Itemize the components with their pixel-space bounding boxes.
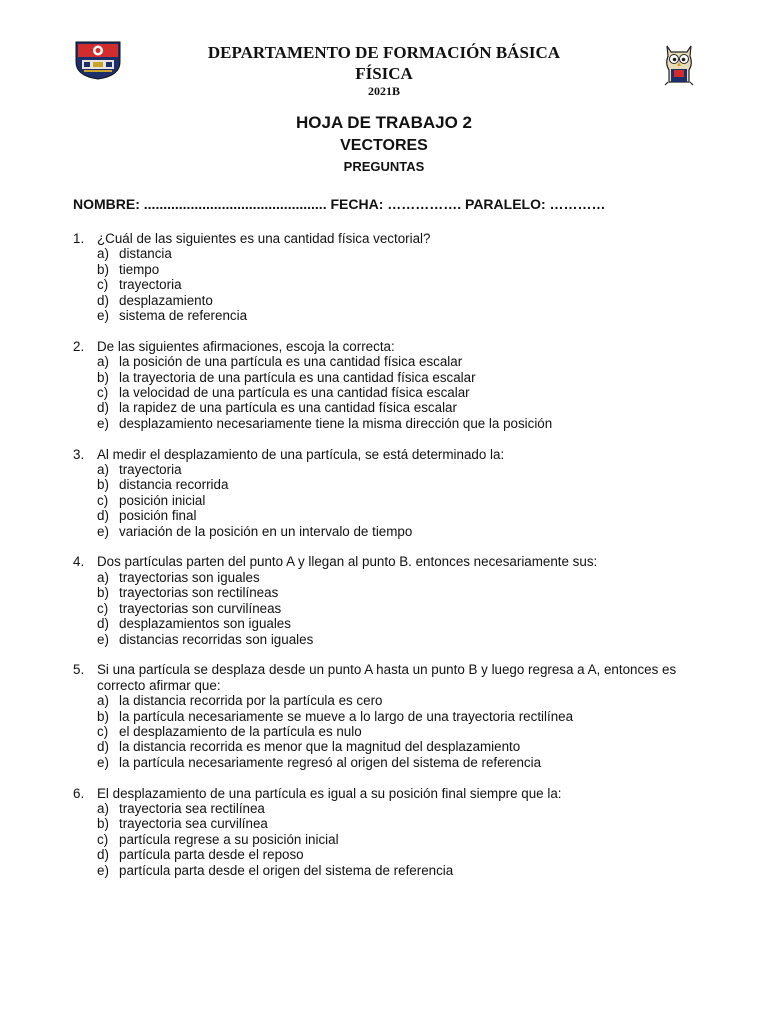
answer-option: [73, 524, 713, 539]
option-letter: b): [97, 369, 109, 385]
student-info-line: NOMBRE: ............................................... FECHA: ……………. PARALELO: …………: [73, 196, 606, 212]
subject-name: FÍSICA: [355, 64, 413, 83]
answer-option: [73, 585, 713, 600]
question-text: Dos partículas parten del punto A y llegan al punto B. entonces necesariamente sus:: [97, 554, 598, 570]
option-letter: a): [97, 569, 109, 585]
answer-option: [73, 354, 713, 369]
answer-option: [73, 370, 713, 385]
option-text: sistema de referencia: [119, 308, 248, 324]
question-item: [73, 339, 713, 431]
option-letter: e): [97, 631, 109, 647]
option-text: distancia recorrida: [119, 477, 229, 493]
answer-option: [73, 801, 713, 816]
answer-option: [73, 616, 713, 631]
answer-option: [73, 385, 713, 400]
answer-option: [73, 508, 713, 523]
answer-option: [73, 816, 713, 831]
option-letter: d): [97, 739, 109, 755]
answer-option: [73, 416, 713, 431]
option-text: partícula parta desde el reposo: [119, 847, 304, 863]
option-letter: b): [97, 708, 109, 724]
option-text: distancia: [119, 246, 172, 262]
answer-option: [73, 493, 713, 508]
answer-option: [73, 755, 713, 770]
option-letter: c): [97, 831, 109, 847]
option-letter: c): [97, 492, 109, 508]
question-item: [73, 231, 713, 323]
option-text: la velocidad de una partícula es una cantidad física escalar: [119, 385, 470, 401]
question-number: 5.: [73, 662, 85, 678]
question-number: 2.: [73, 338, 85, 354]
option-text: la posición de una partícula es una cantidad física escalar: [119, 354, 463, 370]
answer-option: [73, 293, 713, 308]
answer-option: [73, 262, 713, 277]
answer-option: [73, 601, 713, 616]
option-text: desplazamiento: [119, 292, 213, 308]
option-text: trayectoria sea rectilínea: [119, 800, 265, 816]
option-text: trayectoria: [119, 277, 182, 293]
answer-option: [73, 308, 713, 323]
answer-option: [73, 847, 713, 862]
question-item: [73, 554, 713, 646]
option-text: trayectorias son iguales: [119, 569, 260, 585]
option-letter: e): [97, 523, 109, 539]
option-letter: a): [97, 462, 109, 478]
option-letter: d): [97, 508, 109, 524]
option-letter: d): [97, 292, 109, 308]
option-text: trayectoria sea curvilínea: [119, 816, 268, 832]
option-letter: e): [97, 754, 109, 770]
sheet-title: HOJA DE TRABAJO 2: [295, 113, 472, 132]
answer-option: [73, 724, 713, 739]
question-text: El desplazamiento de una partícula es igual a su posición final siempre que la:: [97, 785, 562, 801]
answer-option: [73, 709, 713, 724]
option-text: trayectorias son curvilíneas: [119, 600, 282, 616]
question-item: [73, 662, 713, 770]
option-text: desplazamientos son iguales: [119, 616, 291, 632]
option-text: trayectoria: [119, 462, 182, 478]
option-letter: b): [97, 585, 109, 601]
option-text: variación de la posición en un intervalo de tiempo: [119, 523, 413, 539]
option-letter: e): [97, 415, 109, 431]
section-title: PREGUNTAS: [343, 159, 425, 174]
option-letter: b): [97, 816, 109, 832]
option-letter: a): [97, 246, 109, 262]
answer-option: [73, 832, 713, 847]
option-letter: b): [97, 261, 109, 277]
question-text: ¿Cuál de las siguientes es una cantidad física vectorial?: [97, 231, 431, 246]
department-name: DEPARTAMENTO DE FORMACIÓN BÁSICA: [207, 43, 561, 62]
option-letter: d): [97, 400, 109, 416]
question-text: De las siguientes afirmaciones, escoja la correcta:: [97, 338, 395, 354]
option-letter: d): [97, 847, 109, 863]
option-text: la distancia recorrida por la partícula es cero: [119, 693, 383, 709]
question-number: 1.: [73, 231, 85, 246]
option-text: la partícula necesariamente regresó al origen del sistema de referencia: [119, 754, 542, 770]
answer-option: [73, 400, 713, 415]
topic-title: VECTORES: [340, 137, 428, 154]
answer-option: [73, 632, 713, 647]
answer-option: [73, 246, 713, 261]
option-letter: d): [97, 616, 109, 632]
question-list: [73, 231, 713, 893]
question-text: Si una partícula se desplaza desde un punto A hasta un punto B y luego regresa a A, entonces es correcto afirmar que:: [97, 662, 677, 693]
option-text: trayectorias son rectilíneas: [119, 585, 279, 601]
option-letter: c): [97, 277, 109, 293]
option-letter: c): [97, 385, 109, 401]
answer-option: [73, 863, 713, 878]
question-number: 6.: [73, 785, 85, 801]
option-text: posición inicial: [119, 492, 206, 508]
answer-option: [73, 477, 713, 492]
option-text: la partícula necesariamente se mueve a lo largo de una trayectoria rectilínea: [119, 708, 574, 724]
option-letter: a): [97, 354, 109, 370]
option-letter: a): [97, 800, 109, 816]
answer-option: [73, 570, 713, 585]
option-letter: a): [97, 693, 109, 709]
answer-option: [73, 277, 713, 292]
option-letter: c): [97, 600, 109, 616]
option-text: desplazamiento necesariamente tiene la misma dirección que la posición: [119, 415, 553, 431]
option-letter: e): [97, 862, 109, 878]
option-letter: e): [97, 308, 109, 324]
option-text: partícula parta desde el origen del sistema de referencia: [119, 862, 454, 878]
question-number: 4.: [73, 554, 85, 570]
question-text: Al medir el desplazamiento de una partícula, se está determinado la:: [97, 446, 505, 462]
option-text: posición final: [119, 508, 197, 524]
option-text: distancias recorridas son iguales: [119, 631, 314, 647]
question-item: [73, 447, 713, 539]
option-text: la trayectoria de una partícula es una cantidad física escalar: [119, 369, 476, 385]
option-text: la distancia recorrida es menor que la magnitud del desplazamiento: [119, 739, 521, 755]
option-text: tiempo: [119, 261, 160, 277]
term-label: 2021B: [367, 84, 400, 98]
option-text: la rapidez de una partícula es una cantidad física escalar: [119, 400, 457, 416]
option-letter: c): [97, 723, 109, 739]
question-item: [73, 786, 713, 878]
option-letter: b): [97, 477, 109, 493]
answer-option: [73, 739, 713, 754]
option-text: partícula regrese a su posición inicial: [119, 831, 339, 847]
answer-option: [73, 462, 713, 477]
question-number: 3.: [73, 446, 85, 462]
option-text: el desplazamiento de la partícula es nulo: [119, 723, 362, 739]
answer-option: [73, 693, 713, 708]
